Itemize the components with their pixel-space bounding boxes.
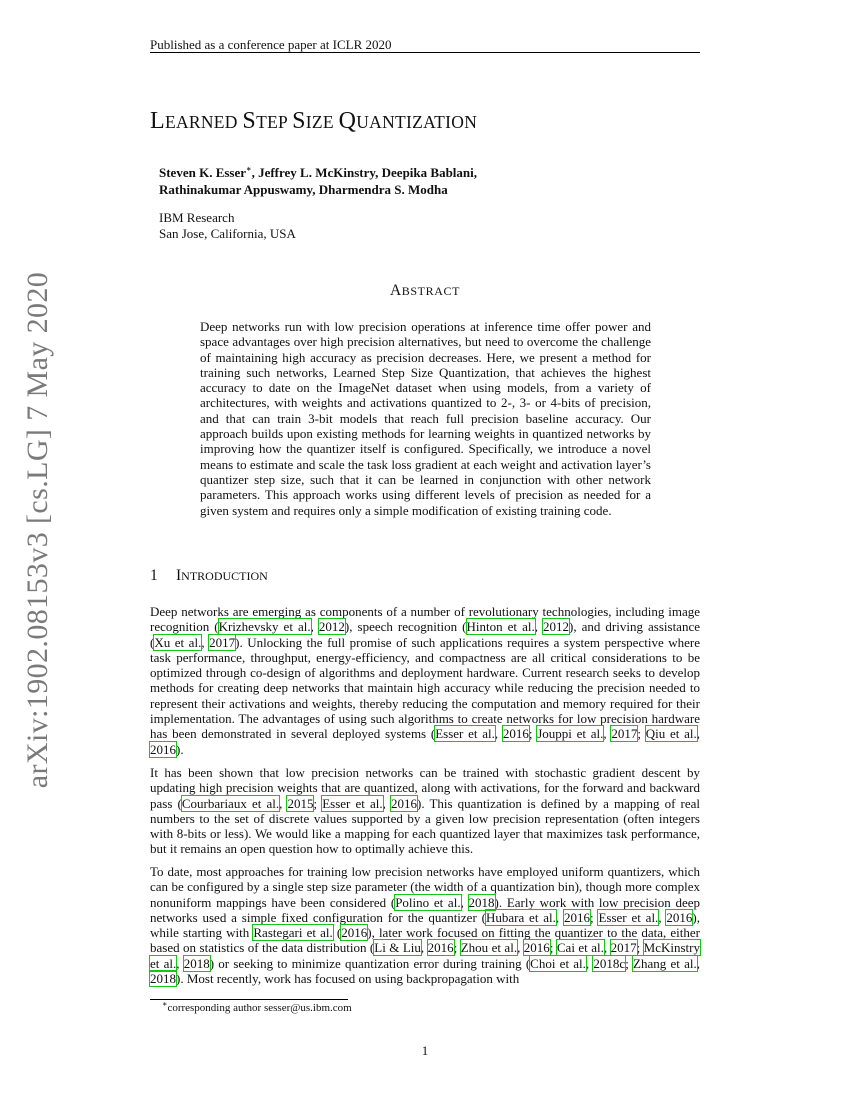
- citation-link[interactable]: 2017: [611, 726, 638, 742]
- title-part: QUANTIZATION: [338, 108, 478, 134]
- citation-link[interactable]: 2016: [390, 795, 417, 811]
- citation-link[interactable]: Courbariaux et al.: [181, 795, 280, 811]
- citation-link[interactable]: 2018: [468, 894, 495, 910]
- footnote: ∗corresponding author sesser@us.ibm.com: [162, 999, 352, 1014]
- page-number: 1: [421, 1043, 429, 1058]
- citation-link[interactable]: Hinton et al.: [466, 619, 535, 635]
- intro-paragraph-2: It has been shown that low precision networks can be trained with stochastic gradient descent by updating high precision weights that are quantized, along with activations, for the forward and backward pass (Courbariaux et al., 2015; Esser et al., 2016). This quantization is defined by a mapping of real numbers to the set of discrete values supported by a given low precision representation (often integers with 8-bits or less). We would like a mapping for each quantized layer that maximizes task performance, but it remains an open question how to optimally achieve this.: [150, 765, 700, 857]
- author-first: Steven K. Esser: [159, 165, 247, 180]
- abstract-text: Deep networks run with low precision operations at inference time offer power and space advantages over high precision alternatives, but need to overcome the challenge of maintaining high accuracy as precision decreases. Here, we present a method for training such networks, Learned Step Size Quantization, that achieves the highest accuracy to date on the ImageNet dataset when using models, from a variety of architectures, with weights and activations quantized to 2-, 3- or 4-bits of precision, and that can train 3-bit models that reach full precision baseline accuracy. Our approach builds upon existing methods for learning weights in quantized networks by improving how the quantizer itself is configured. Specifically, we introduce a novel means to estimate and scale the task loss gradient at each weight and activation layer’s quantizer step size, such that it can be learned in conjunction with other network parameters. This approach works using different levels of precision as needed for a given system and requires only a simple modification of existing training code.: [200, 319, 651, 518]
- authors-line-2: Rathinakumar Appuswamy, Dharmendra S. Modha: [159, 182, 448, 197]
- citation-link[interactable]: 2017: [209, 634, 236, 650]
- footnote-mark: ∗: [246, 164, 252, 174]
- citation-link[interactable]: 2018: [183, 955, 210, 971]
- citation-link[interactable]: 2016: [341, 925, 368, 941]
- paper-title: [150, 108, 477, 135]
- citation-link[interactable]: Rastegari et al.: [253, 925, 333, 941]
- citation-link[interactable]: 2016: [666, 909, 693, 925]
- header-rule: [150, 52, 700, 53]
- citation-link[interactable]: 2016: [523, 940, 550, 956]
- affiliation-location: San Jose, California, USA: [159, 226, 296, 241]
- citation-link[interactable]: 2018: [150, 971, 176, 987]
- citation-link[interactable]: Xu et al.: [154, 634, 202, 650]
- citation-link[interactable]: Cai et al.: [556, 940, 604, 956]
- author-list: Steven K. Esser∗, Jeffrey L. McKinstry, Deepika Bablani, Rathinakumar Appuswamy, Dharmendra S. Modha: [159, 164, 478, 197]
- abstract-heading: ABSTRACT: [389, 282, 460, 299]
- affiliation: [159, 210, 296, 242]
- intro-paragraph-1: Deep networks are emerging as components of a number of revolutionary technologies, including image recognition (Krizhevsky et al., 2012), speech recognition (Hinton et al., 2012), and driving assistance (Xu et al., 2017). Unlocking the full promise of such applications requires a system perspective where task performance, throughput, energy-efficiency, and compactness are all critical considerations to be optimized through co-design of algorithms and deployment hardware. Current research seeks to develop methods for creating deep networks that maintain high accuracy while reducing the precision needed to represent their activations and weights, thereby reducing the computation and memory required for their implementation. The advantages of using such algorithms to create networks for low precision hardware has been demonstrated in several deployed systems (Esser et al., 2016; Jouppi et al., 2017; Qiu et al., 2016).: [150, 604, 701, 757]
- citation-link[interactable]: Zhang et al.: [633, 955, 697, 971]
- title-part: LEARNED: [150, 108, 243, 134]
- citation-link[interactable]: 2016: [150, 741, 176, 757]
- footnote-rule: [150, 999, 348, 1000]
- section-heading-introduction: 1 INTRODUCTION: [150, 567, 268, 584]
- citation-link[interactable]: McKinstry et al.: [150, 940, 701, 971]
- citation-link[interactable]: Esser et al.: [598, 909, 659, 925]
- citation-link[interactable]: Polino et al.: [395, 894, 461, 910]
- arxiv-id[interactable]: arXiv:1902.08153v3 [cs.LG] 7 May 2020: [21, 271, 54, 789]
- citation-link[interactable]: Hubara et al.: [485, 909, 556, 925]
- footnote-text: corresponding author sesser@us.ibm.com: [167, 1002, 352, 1014]
- citation-link[interactable]: Qiu et al.: [645, 726, 697, 742]
- citation-link[interactable]: 2016: [502, 726, 529, 742]
- citation-link[interactable]: Jouppi et al.: [537, 726, 604, 742]
- citation-link[interactable]: 2016: [564, 909, 590, 925]
- running-header: Published as a conference paper at ICLR 2020: [150, 37, 392, 52]
- section-number: 1: [150, 567, 158, 584]
- citation-link[interactable]: Esser et al.: [435, 726, 495, 742]
- citation-link[interactable]: 2016: [427, 940, 454, 956]
- citation-link[interactable]: 2018c: [593, 955, 626, 971]
- citation-link[interactable]: 2017: [610, 940, 637, 956]
- arxiv-sidebar: [8, 271, 68, 789]
- citation-link[interactable]: Krizhevsky et al.: [218, 619, 311, 635]
- affiliation-org: IBM Research: [159, 210, 235, 225]
- title-part: SIZE: [292, 108, 339, 134]
- citation-link[interactable]: Li & Liu: [374, 940, 421, 956]
- citation-link[interactable]: 2012: [543, 619, 569, 635]
- citation-link[interactable]: 2015: [287, 795, 314, 811]
- citation-link[interactable]: Zhou et al.: [460, 940, 518, 956]
- intro-paragraph-3: To date, most approaches for training low precision networks have employed uniform quantizers, which can be configured by a single step size parameter (the width of a quantization bin), though more complex nonuniform mappings have been considered (Polino et al., 2018). Early work with low precision deep networks used a simple fixed configuration for the quantizer (Hubara et al., 2016; Esser et al., 2016), while starting with Rastegari et al. (2016), later work focused on fitting the quantizer to the data, either based on statistics of the data distribution (Li & Liu, 2016; Zhou et al., 2016; Cai et al., 2017; McKinstry et al., 2018) or seeking to minimize quantization error during training (Choi et al., 2018c; Zhang et al., 2018). Most recently, work has focused on using backpropagation with: [150, 864, 701, 987]
- citation-link[interactable]: 2012: [318, 619, 345, 635]
- citation-link[interactable]: Choi et al.: [530, 955, 586, 971]
- citation-link[interactable]: Esser et al.: [322, 795, 383, 811]
- title-part: STEP: [242, 108, 293, 134]
